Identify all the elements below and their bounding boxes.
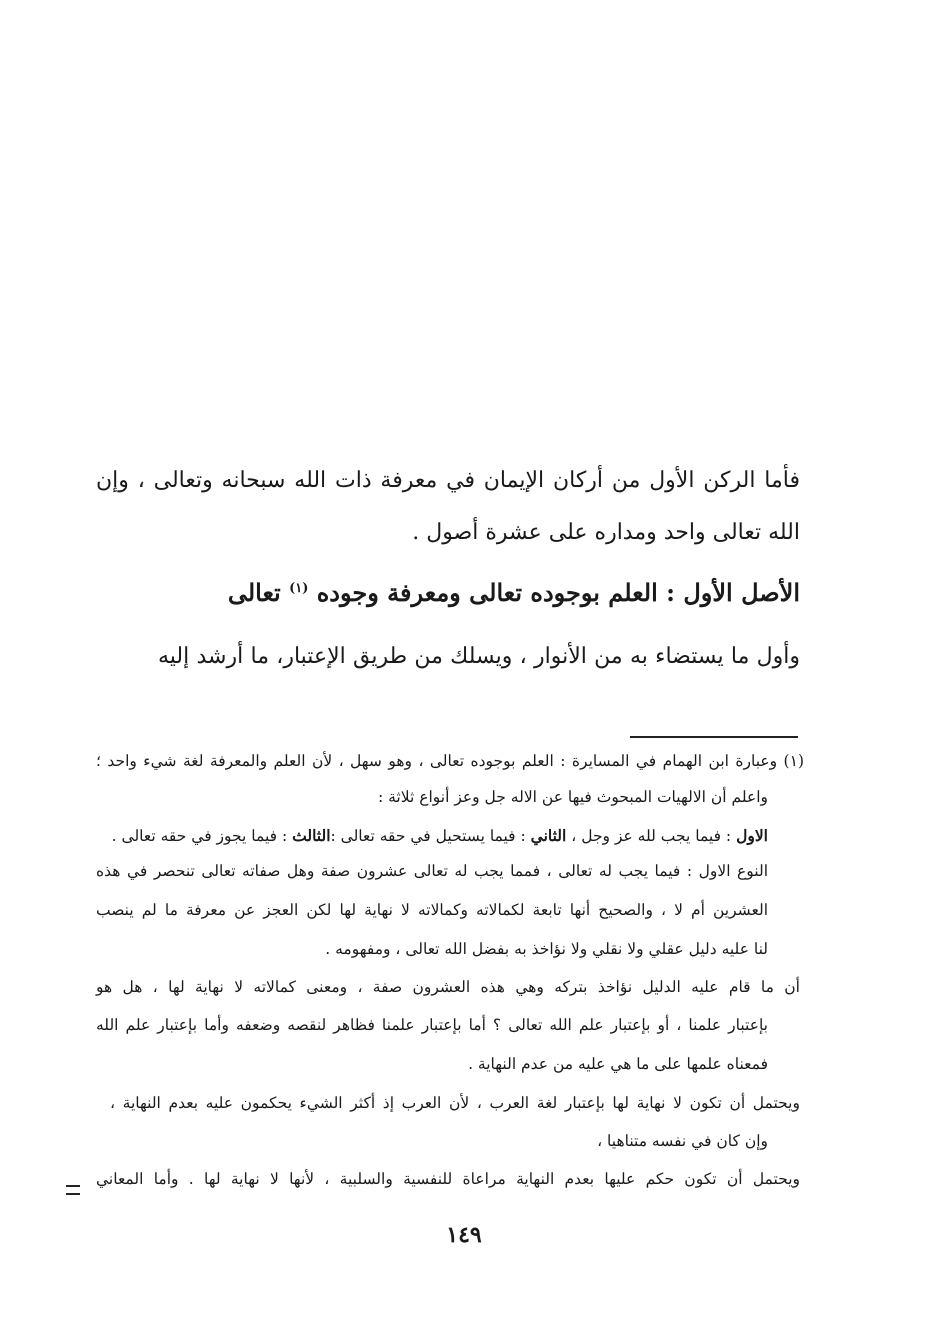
- footnote-line: ويحتمل أن تكون حكم عليها بعدم النهاية مراعاة للنفسية والسلبية ، لأنها لا نهاية لها . وأما المعاني: [96, 1170, 800, 1188]
- footnote-line: واعلم أن الالهيات المبحوث فيها عن الاله جل وعز أنواع ثلاثة :: [377, 788, 768, 806]
- footnote-segment: [331, 826, 769, 845]
- footnote-line: وإن كان في نفسه متناهيا ،: [597, 1132, 768, 1150]
- footnote-label: الثاني: [530, 826, 567, 845]
- footnote-text: : فيما يجوز في حقه تعالى .: [111, 827, 288, 845]
- footnote-label: الثالث: [292, 826, 331, 845]
- footnote-segment: [112, 826, 331, 845]
- footnote-line: أن ما قام عليه الدليل نؤاخذ بتركه وهي هذه العشرون صفة ، ومعنى كمالاته لا نهاية لها ، هل هو: [96, 978, 800, 996]
- footnote-line: بإعتبار علمنا ، أو بإعتبار علم الله تعالى ؟ أما بإعتبار علمنا فظاهر لنقصه وضعفه وأما بإعتبار علم الله: [96, 1016, 768, 1034]
- section-heading: [228, 578, 800, 607]
- continuation-mark: [66, 1185, 80, 1195]
- footnote-line: لنا عليه دليل عقلي ولا نقلي ولا نؤاخذ به بفضل الله تعالى ، ومفهومه .: [325, 940, 768, 958]
- heading-text: الأصل الأول : العلم بوجوده تعالى ومعرفة وجوده: [316, 578, 800, 607]
- main-paragraph-line: وأول ما يستضاء به من الأنوار ، ويسلك من طريق الإعتبار، ما أرشد إليه: [158, 644, 800, 669]
- footnote-line: فمعناه علمها على ما هي عليه من عدم النهاية .: [468, 1055, 768, 1073]
- footnote-marker: (١): [289, 581, 309, 596]
- footnote-line: ويحتمل أن تكون لا نهاية لها بإعتبار لغة العرب ، لأن العرب إذ أكثر الشيء يحكمون عليه بعدم النهاية ،: [110, 1094, 800, 1112]
- heading-text-end: تعالى: [227, 578, 281, 607]
- page-number: ١٤٩: [446, 1222, 482, 1248]
- main-paragraph-line: فأما الركن الأول من أركان الإيمان في معرفة ذات الله سبحانه وتعالى ، وإن: [96, 468, 800, 493]
- footnote-separator: [630, 736, 798, 738]
- footnote-text: : فيما يجب لله عز وجل ،: [571, 827, 732, 845]
- footnote-label: الاول: [736, 826, 768, 845]
- footnote-line: [111, 826, 768, 845]
- footnote-text: : فيما يستحيل في حقه تعالى :: [330, 827, 526, 845]
- main-paragraph-line: الله تعالى واحد ومداره على عشرة أصول .: [412, 520, 800, 545]
- footnote-line: النوع الاول : فيما يجب له تعالى ، فمما يجب له تعالى عشرون صفة وهل صفاته تعالى تنحصر في هذه: [96, 862, 768, 880]
- footnote-line: (١) وعبارة ابن الهمام في المسايرة : العلم بوجوده تعالى ، وهو سهل ، لأن العلم والمعرفة لغة شيء واحد ؛: [96, 752, 804, 770]
- footnote-line: العشرين أم لا ، والصحيح أنها تابعة لكمالاته وكمالاته لا نهاية لها لكن العجز عن معرفة ما لم ينصب: [96, 901, 768, 919]
